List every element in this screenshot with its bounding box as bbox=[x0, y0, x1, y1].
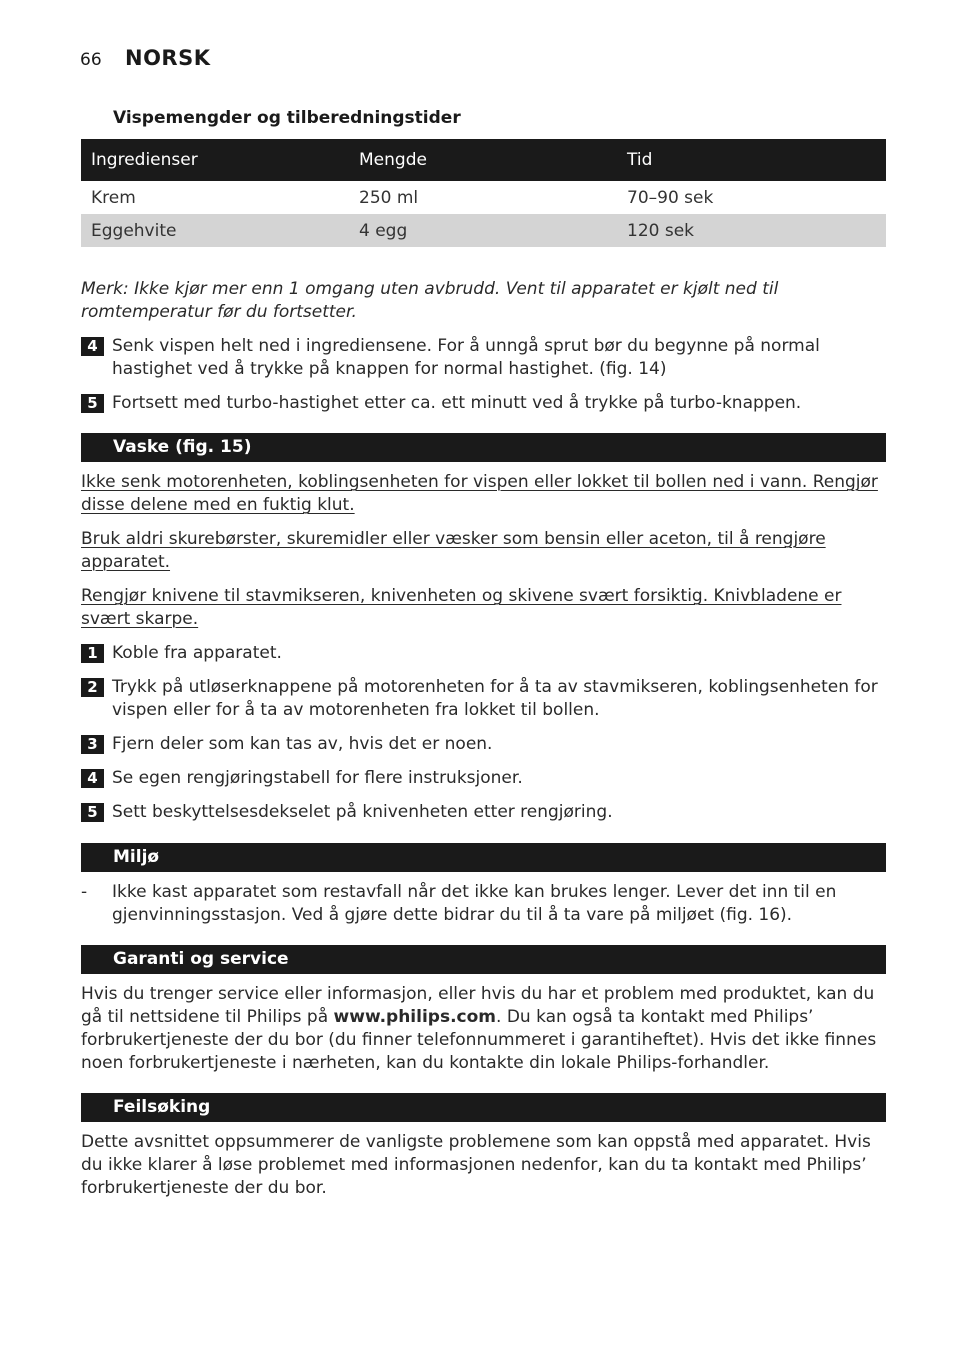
step-item bbox=[81, 392, 886, 415]
column-header-ingredients: Ingredienser bbox=[81, 139, 349, 181]
table-cell: Krem bbox=[81, 181, 349, 215]
section-heading-label: Feilsøking bbox=[113, 1097, 211, 1117]
guarantee-text-part: . Du kan også ta kontakt med Philips’ forbrukertjeneste der du bor (du finner telefonnummeret i garantiheftet). Hvis det ikke finnes noen forbrukertjeneste i nærheten, kan du kontakte din lokale Philips-forhandler. bbox=[81, 1007, 877, 1073]
step-number: 5 bbox=[81, 803, 104, 822]
guarantee-text-part: Hvis du trenger service eller informasjon, eller hvis du har et problem med produktet, kan du gå til nettsidene til Philips på bbox=[81, 984, 875, 1027]
step-item bbox=[81, 642, 886, 665]
step-text: Sett beskyttelsesdekselet på knivenheten etter rengjøring. bbox=[112, 802, 613, 822]
step-number: 3 bbox=[81, 735, 104, 754]
troubleshooting-text: Dette avsnittet oppsummerer de vanligste problemene som kan oppstå med apparatet. Hvis du ikke klarer å løse problemet med informasjonen nedenfor, kan du ta kontakt med Philips’ forbrukertjeneste der du bor. bbox=[81, 1132, 871, 1198]
step-text: Senk vispen helt ned i ingrediensene. For å unngå sprut bør du begynne på normal hastighet ved å trykke på knappen for normal hastighet. (fig. 14) bbox=[112, 336, 820, 379]
column-header-quantity: Mengde bbox=[349, 139, 617, 181]
step-text: Fortsett med turbo-hastighet etter ca. ett minutt ved å trykke på turbo-knappen. bbox=[112, 393, 802, 413]
warning-label: Ikke senk motorenheten, koblingsenheten for vispen eller lokket til bollen ned i vann. Rengjør disse delene med en fuktig klut. bbox=[81, 472, 878, 515]
table-cell: 120 sek bbox=[617, 214, 886, 247]
step-number: 4 bbox=[81, 337, 104, 356]
step-text: Fjern deler som kan tas av, hvis det er noen. bbox=[112, 734, 493, 754]
warning-label: Rengjør knivene til stavmikseren, knivenheten og skivene svært forsiktig. Knivbladene er svært skarpe. bbox=[81, 586, 842, 629]
section-heading-cleaning bbox=[81, 433, 886, 462]
step-number: 5 bbox=[81, 394, 104, 413]
section-heading-label: Miljø bbox=[113, 847, 160, 867]
step-number: 4 bbox=[81, 769, 104, 788]
section-heading-label: Vaske (fig. 15) bbox=[113, 437, 252, 457]
environment-text: Ikke kast apparatet som restavfall når det ikke kan brukes lenger. Lever det inn til en gjenvinningsstasjon. Ved å gjøre dette bidrar du til å ta vare på miljøet (fig. 16). bbox=[112, 882, 837, 925]
warning-text bbox=[81, 471, 886, 517]
step-number: 1 bbox=[81, 644, 104, 663]
philips-link[interactable]: www.philips.com bbox=[333, 1007, 497, 1027]
table-header-row bbox=[81, 139, 886, 181]
warning-text bbox=[81, 528, 886, 574]
step-item bbox=[81, 767, 886, 790]
section-heading-environment bbox=[81, 843, 886, 872]
dash-bullet: - bbox=[81, 882, 88, 902]
warning-label: Bruk aldri skurebørster, skuremidler eller væsker som bensin eller aceton, til å rengjøre apparatet. bbox=[81, 529, 826, 572]
table-row bbox=[81, 181, 886, 215]
section-heading-label: Garanti og service bbox=[113, 949, 289, 969]
section-heading-guarantee bbox=[81, 945, 886, 974]
warning-text bbox=[81, 585, 886, 631]
column-header-time: Tid bbox=[617, 139, 886, 181]
step-item bbox=[81, 801, 886, 824]
guarantee-text bbox=[81, 983, 886, 1075]
whisk-table bbox=[81, 139, 886, 247]
table-cell: Eggehvite bbox=[81, 214, 349, 247]
step-number: 2 bbox=[81, 678, 104, 697]
environment-item bbox=[81, 881, 886, 927]
table-row bbox=[81, 214, 886, 247]
note-text: Merk: Ikke kjør mer enn 1 omgang uten avbrudd. Vent til apparatet er kjølt ned til romtemperatur før du fortsetter. bbox=[81, 279, 779, 322]
step-item bbox=[81, 676, 886, 722]
step-text: Trykk på utløserknappene på motorenheten for å ta av stavmikseren, koblingsenheten for vispen eller for å ta av motorenheten fra lokket til bollen. bbox=[112, 677, 878, 720]
table-cell: 70–90 sek bbox=[617, 181, 886, 215]
step-text: Se egen rengjøringstabell for flere instruksjoner. bbox=[112, 768, 523, 788]
step-item bbox=[81, 733, 886, 756]
section-heading-troubleshooting bbox=[81, 1093, 886, 1122]
language-heading: NORSK bbox=[125, 46, 211, 70]
step-text: Koble fra apparatet. bbox=[112, 643, 282, 663]
whisk-table-title: Vispemengder og tilberedningstider bbox=[113, 108, 461, 128]
table-cell: 4 egg bbox=[349, 214, 617, 247]
step-item bbox=[81, 335, 886, 381]
page-number: 66 bbox=[80, 50, 102, 70]
table-cell: 250 ml bbox=[349, 181, 617, 215]
